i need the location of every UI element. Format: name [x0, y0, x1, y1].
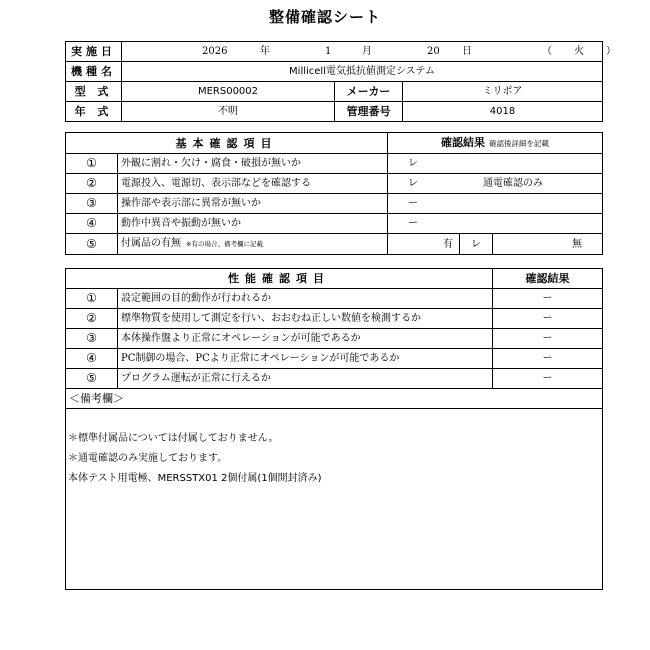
basic-item-result	[388, 214, 603, 234]
basic-item-num: ④	[66, 214, 118, 234]
basic-item-result	[388, 194, 603, 214]
accessory-no: 無	[493, 234, 603, 255]
table-row	[66, 369, 603, 389]
table-row	[66, 309, 603, 329]
basic-item-text: 外観に割れ・欠け・腐食・破損が無いか	[118, 154, 388, 174]
accessory-yes: 有	[388, 234, 460, 255]
perf-item-text: 標準物質を使用して測定を行い、おおむね正しい数値を検測するか	[118, 309, 493, 329]
perf-item-result: ー	[493, 369, 603, 389]
accessory-note: ※有の場合、備考欄に記載	[186, 240, 263, 248]
table-row	[66, 329, 603, 349]
table-row	[66, 289, 603, 309]
date-weekday-close: ）	[606, 46, 616, 57]
perf-item-result: ー	[493, 289, 603, 309]
perf-header-row	[66, 269, 603, 289]
perf-result-header: 確認結果	[493, 269, 603, 289]
perf-item-result: ー	[493, 309, 603, 329]
accessory-label: 付属品の有無	[121, 238, 181, 249]
perf-item-num: ③	[66, 329, 118, 349]
basic-item-detail: 通電確認のみ	[483, 178, 543, 189]
remarks-line: ＊標準付属品については付属しておりません。	[68, 433, 279, 444]
basic-header-row	[66, 133, 603, 154]
year-row	[66, 102, 603, 122]
remarks-body-row	[66, 409, 603, 590]
date-year: 2026	[202, 46, 228, 57]
table-row	[66, 214, 603, 234]
mgmt-label: 管理番号	[335, 102, 403, 122]
table-row	[66, 349, 603, 369]
basic-check-table	[65, 132, 603, 255]
accessory-check: レ	[460, 234, 493, 255]
basic-result-note: 確認後詳細を記載	[489, 139, 549, 148]
date-row	[66, 42, 603, 62]
type-label: 型 式	[66, 82, 122, 102]
basic-item-text: 動作中異音や振動が無いか	[118, 214, 388, 234]
perf-item-result: ー	[493, 349, 603, 369]
year-value: 不明	[122, 102, 335, 122]
performance-check-table	[65, 268, 603, 590]
maker-label: メーカー	[335, 82, 403, 102]
model-label: 機種名	[66, 62, 122, 82]
basic-item-num: ②	[66, 174, 118, 194]
accessory-num: ⑤	[66, 234, 118, 255]
basic-item-text: 電源投入、電源切、表示部などを確認する	[118, 174, 388, 194]
perf-item-num: ④	[66, 349, 118, 369]
date-value	[122, 42, 616, 62]
basic-item-mark: ー	[408, 218, 418, 229]
mgmt-value: 4018	[403, 102, 603, 122]
date-year-unit: 年	[260, 46, 270, 57]
perf-item-num: ②	[66, 309, 118, 329]
basic-result-header	[388, 133, 603, 154]
remarks-line: 本体テスト用電極、MERSSTX01 2個付属(1個開封済み)	[68, 473, 322, 484]
basic-item-mark: ー	[408, 198, 418, 209]
date-month-unit: 月	[362, 46, 372, 57]
table-row	[66, 194, 603, 214]
remarks-label-row	[66, 389, 603, 409]
perf-item-num: ⑤	[66, 369, 118, 389]
date-weekday-open: （	[542, 46, 552, 57]
accessory-text	[118, 234, 388, 255]
basic-item-num: ③	[66, 194, 118, 214]
basic-item-result	[388, 154, 603, 174]
basic-result-title: 確認結果	[441, 136, 485, 149]
basic-header: 基本確認項目	[66, 133, 388, 154]
table-row	[66, 234, 603, 255]
date-weekday: 火	[574, 46, 584, 57]
model-value: Millicell電気抵抗値測定システム	[122, 62, 603, 82]
remarks-label: ＜備考欄＞	[66, 389, 603, 409]
date-label: 実施日	[66, 42, 122, 62]
basic-item-mark: レ	[408, 158, 418, 169]
perf-item-text: PC制御の場合、PCより正常にオペレーションが可能であるか	[118, 349, 493, 369]
year-label: 年 式	[66, 102, 122, 122]
basic-item-result	[388, 174, 603, 194]
perf-item-text: 本体操作盤より正常にオペレーションが可能であるか	[118, 329, 493, 349]
date-month: 1	[325, 46, 332, 57]
perf-item-result: ー	[493, 329, 603, 349]
table-row	[66, 154, 603, 174]
basic-item-text: 操作部や表示部に異常が無いか	[118, 194, 388, 214]
remarks-body	[66, 409, 603, 590]
perf-item-num: ①	[66, 289, 118, 309]
perf-header: 性能確認項目	[66, 269, 493, 289]
remarks-line: ＊通電確認のみ実施しております。	[68, 453, 228, 464]
basic-item-num: ①	[66, 154, 118, 174]
type-row	[66, 82, 603, 102]
perf-item-text: プログラム運転が正常に行えるか	[118, 369, 493, 389]
type-value: MERS00002	[122, 82, 335, 102]
maker-value: ミリポア	[403, 82, 603, 102]
date-day-unit: 日	[462, 46, 472, 57]
date-day: 20	[427, 46, 440, 57]
basic-item-mark: レ	[408, 178, 418, 189]
model-row	[66, 62, 603, 82]
table-row	[66, 174, 603, 194]
page-title: 整備確認シート	[268, 8, 381, 26]
info-table	[65, 41, 616, 122]
perf-item-text: 設定範囲の目的動作が行われるか	[118, 289, 493, 309]
